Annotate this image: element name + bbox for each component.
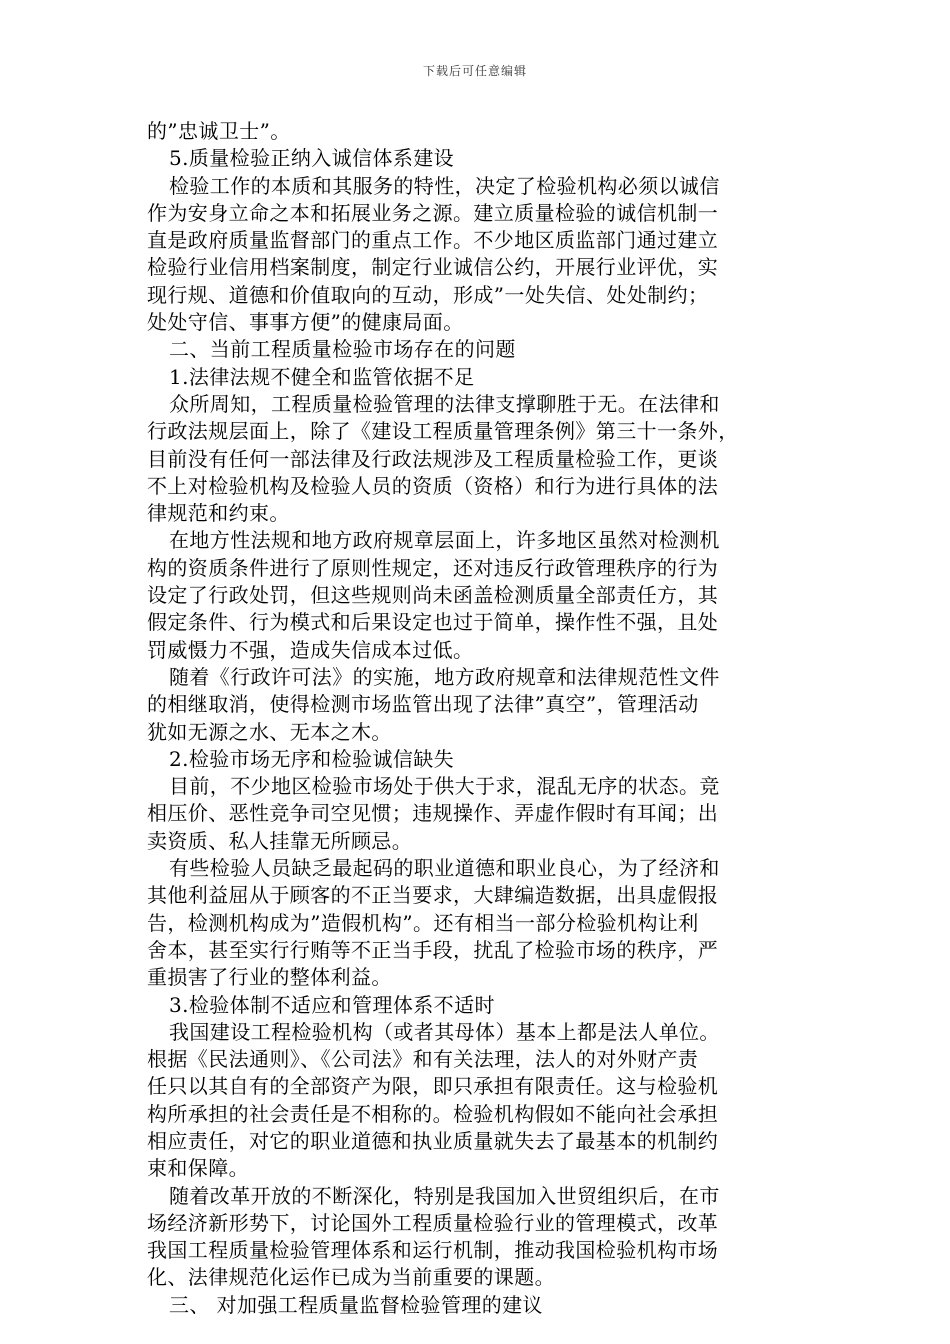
text-line: 我国建设工程检验机构（或者其母体）基本上都是法人单位。 [169,1019,720,1044]
text-line: 构所承担的社会责任是不相称的。检验机构假如不能向社会承担 [147,1101,719,1126]
text-line: 其他利益屈从于顾客的不正当要求，大肆编造数据，出具虚假报 [147,883,719,908]
text-line: 构的资质条件进行了原则性规定，还对违反行政管理秩序的行为 [147,555,719,580]
text-line: 处处守信、事事方便”的健康局面。 [147,310,464,335]
text-line: 3.检验体制不适应和管理体系不适时 [169,992,495,1017]
text-line: 检验工作的本质和其服务的特性，决定了检验机构必须以诚信 [169,173,720,198]
text-line: 化、法律规范化运作已成为当前重要的课题。 [147,1265,555,1290]
text-line: 舍本，甚至实行行贿等不正当手段，扰乱了检验市场的秩序，严 [147,937,719,962]
text-line: 告，检测机构成为”造假机构”。还有相当一部分检验机构让利 [147,910,699,935]
text-line: 三、 对加强工程质量监督检验管理的建议 [169,1292,543,1317]
text-line: 相应责任，对它的职业道德和执业质量就失去了最基本的机制约 [147,1128,719,1153]
text-line: 目前，不少地区检验市场处于供大于求，混乱无序的状态。竞 [169,774,720,799]
text-line: 行政法规层面上，除了《建设工程质量管理条例》第三十一条外， [147,419,739,444]
text-line: 相压价、恶性竞争司空见惯；违规操作、弄虚作假时有耳闻；出 [147,801,719,826]
text-line: 假定条件、行为模式和后果设定也过于简单，操作性不强，且处 [147,610,719,635]
text-line: 犹如无源之水、无本之木。 [147,719,392,744]
text-line: 设定了行政处罚，但这些规则尚未函盖检测质量全部责任方，其 [147,583,719,608]
text-line: 作为安身立命之本和拓展业务之源。建立质量检验的诚信机制一 [147,200,719,225]
text-line: 束和保障。 [147,1156,249,1181]
text-line: 随着改革开放的不断深化，特别是我国加入世贸组织后，在市 [169,1183,720,1208]
text-line: 任只以其自有的全部资产为限，即只承担有限责任。这与检验机 [147,1074,719,1099]
text-line: 根据《民法通则》、《公司法》和有关法理，法人的对外财产责 [147,1047,699,1072]
text-line: 的相继取消，使得检测市场监管出现了法律”真空”，管理活动 [147,692,699,717]
text-line: 我国工程质量检验管理体系和运行机制，推动我国检验机构市场 [147,1238,719,1263]
page-header: 下载后可任意编辑 [422,64,527,78]
text-line: 在地方性法规和地方政府规章层面上，许多地区虽然对检测机 [169,528,720,553]
text-line: 不上对检验机构及检验人员的资质（资格）和行为进行具体的法 [147,473,719,498]
document-body [147,118,809,1319]
text-line: 直是政府质量监督部门的重点工作。不少地区质监部门通过建立 [147,228,719,253]
text-line: 随着《行政许可法》的实施，地方政府规章和法律规范性文件 [169,664,720,689]
text-line: 二、当前工程质量检验市场存在的问题 [169,337,516,362]
text-line: 现行规、道德和价值取向的互动，形成”一处失信、处处制约； [147,282,709,307]
text-line: 卖资质、私人挂靠无所顾忌。 [147,828,413,853]
text-line: 有些检验人员缺乏最起码的职业道德和职业良心，为了经济和 [169,856,720,881]
text-line: 的”忠诚卫士”。 [147,119,291,143]
text-line: 5.质量检验正纳入诚信体系建设 [169,146,455,171]
text-line: 众所周知，工程质量检验管理的法律支撑聊胜于无。在法律和 [169,391,720,416]
text-line: 重损害了行业的整体利益。 [147,965,392,990]
text-line: 场经济新形势下，讨论国外工程质量检验行业的管理模式，改革 [147,1210,719,1235]
text-line: 1.法律法规不健全和监管依据不足 [169,364,475,389]
text-line: 目前没有任何一部法律及行政法规涉及工程质量检验工作，更谈 [147,446,719,471]
text-line: 2.检验市场无序和检验诚信缺失 [169,746,455,771]
text-line: 检验行业信用档案制度，制定行业诚信公约，开展行业评优，实 [147,255,719,280]
text-line: 罚威慑力不强，造成失信成本过低。 [147,637,474,662]
text-line: 律规范和约束。 [147,501,290,526]
